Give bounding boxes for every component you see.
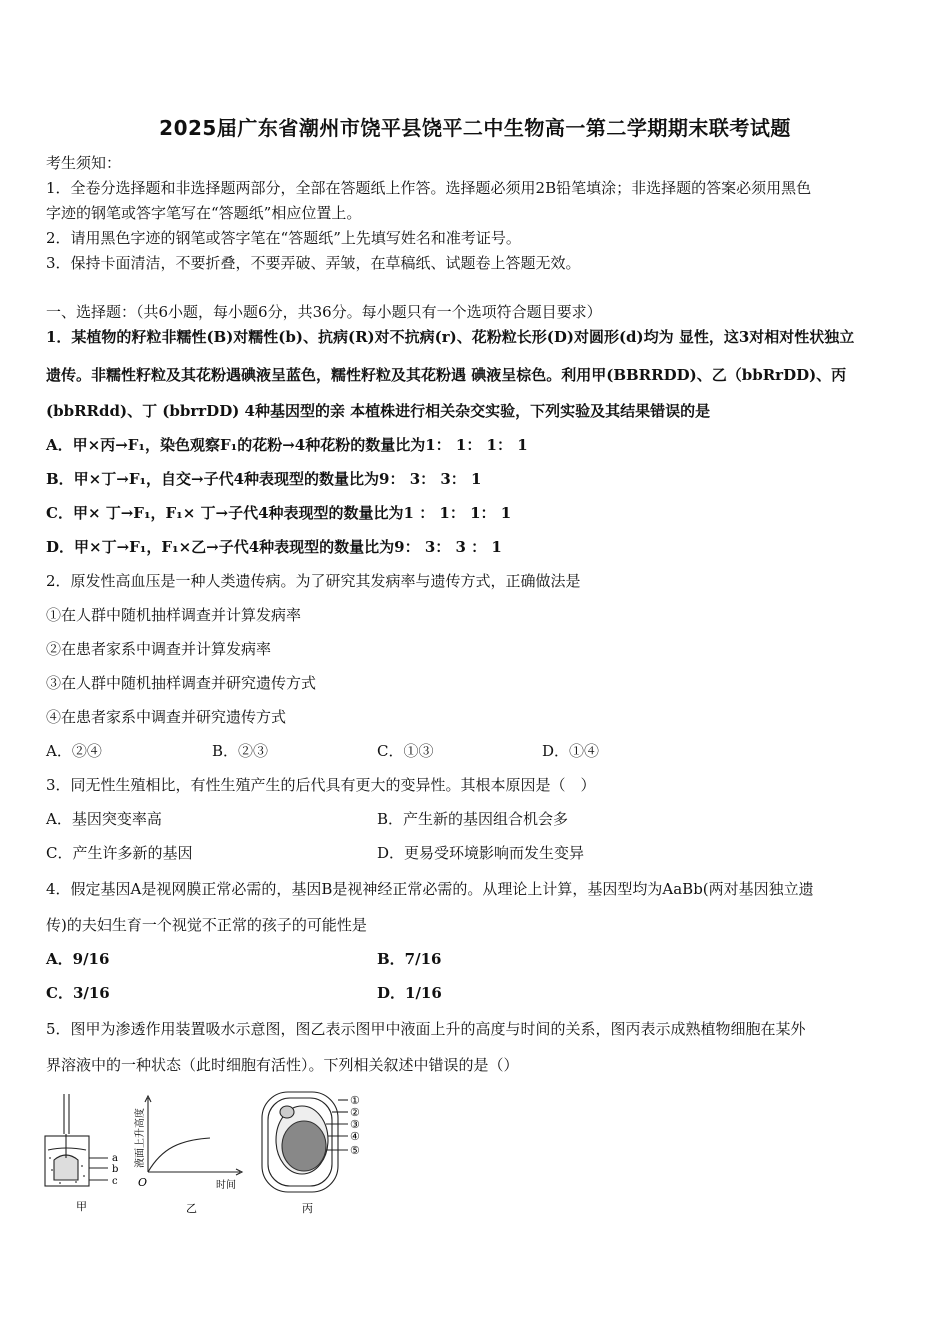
q4-option-a: A．9/16 (46, 950, 110, 968)
q1-option-c: C．甲× 丁→F₁，F₁× 丁→子代4种表现型的数量比为1 ： 1： 1： 1 (46, 504, 512, 522)
q1-stem-line: 1．某植物的籽粒非糯性(B)对糯性(b)、抗病(R)对不抗病(r)、花粉粒长形(D)对圆形(d)均为 显性，这3对相对性状独立 (46, 328, 855, 346)
q3-option-b: B．产生新的基因组合机会多 (377, 810, 569, 828)
yi-curve (148, 1138, 210, 1172)
q1-option-d: D．甲×丁→F₁，F₁×乙→子代4种表现型的数量比为9： 3： 3 ： 1 (46, 538, 502, 556)
q3-option-a: A．基因突变率高 (46, 810, 162, 828)
notice-item: 3．保持卡面清洁，不要折叠，不要弄破、弄皱，在草稿纸、试题卷上答题无效。 (46, 254, 581, 272)
bing-label-4: ④ (350, 1130, 360, 1143)
yi-xlabel: 时间 (216, 1180, 236, 1191)
page-title: 2025届广东省潮州市饶平县饶平二中生物高一第二学期期末联考试题 (159, 116, 791, 140)
jia-label-c: c (112, 1176, 118, 1187)
q5-figure (40, 1088, 400, 1218)
q2-item: ④在患者家系中调查并研究遗传方式 (46, 708, 287, 726)
figure-jia (45, 1094, 108, 1186)
yi-caption: 乙 (186, 1202, 197, 1215)
q4-option-b: B．7/16 (377, 950, 442, 968)
q4-option-d: D．1/16 (377, 984, 442, 1002)
figure-bing-cell (262, 1092, 348, 1192)
q2-option-a: A．②④ (46, 742, 102, 760)
q5-stem-line: 界溶液中的一种状态（此时细胞有活性）。下列相关叙述中错误的是（） (46, 1056, 519, 1074)
jia-caption: 甲 (76, 1200, 87, 1213)
bing-caption: 丙 (302, 1202, 313, 1215)
q1-stem-line: 遗传。非糯性籽粒及其花粉遇碘液呈蓝色，糯性籽粒及其花粉遇 碘液呈棕色。利用甲(BBRRDD)、乙（bbRrDD)、丙 (46, 366, 847, 384)
notice-item: 2．请用黑色字迹的钢笔或答字笔在“答题纸”上先填写姓名和准考证号。 (46, 229, 521, 247)
q1-stem-line: (bbRRdd)、丁 (bbrrDD) 4种基因型的亲 本植株进行相关杂交实验，下列实验及其结果错误的是 (46, 402, 711, 420)
bing-label-5: ⑤ (350, 1144, 360, 1157)
q3-option-d: D．更易受环境影响而发生变异 (377, 844, 585, 862)
q1-option-b: B．甲×丁→F₁，自交→子代4种表现型的数量比为9： 3： 3： 1 (46, 470, 482, 488)
q3-stem: 3．同无性生殖相比，有性生殖产生的后代具有更大的变异性。其根本原因是（ ） (46, 776, 596, 794)
bing-label-3: ③ (350, 1118, 360, 1131)
jia-label-b: b (112, 1164, 119, 1175)
q2-stem: 2．原发性高血压是一种人类遗传病。为了研究其发病率与遗传方式，正确做法是 (46, 572, 581, 590)
notice-item: 字迹的钢笔或答字笔写在“答题纸”相应位置上。 (46, 204, 362, 222)
q2-item: ①在人群中随机抽样调查并计算发病率 (46, 606, 302, 624)
q5-stem-line: 5．图甲为渗透作用装置吸水示意图，图乙表示图甲中液面上升的高度与时间的关系，图丙表示成熟植物细胞在某外 (46, 1020, 806, 1038)
section-heading: 一、选择题：（共6小题，每小题6分，共36分。每小题只有一个选项符合题目要求） (46, 303, 602, 321)
q4-stem-line: 传)的夫妇生育一个视觉不正常的孩子的可能性是 (46, 916, 367, 934)
q4-option-c: C．3/16 (46, 984, 110, 1002)
q2-option-d: D．①④ (542, 742, 600, 760)
figure-yi-axes (145, 1096, 242, 1175)
q2-item: ②在患者家系中调查并计算发病率 (46, 640, 272, 658)
yi-ylabel: 液面上升高度 (135, 1108, 146, 1168)
bing-label-1: ① (350, 1094, 360, 1107)
q2-option-c: C．①③ (377, 742, 434, 760)
q4-stem-line: 4．假定基因A是视网膜正常必需的，基因B是视神经正常必需的。从理论上计算，基因型均为AaBb(两对基因独立遗 (46, 880, 814, 898)
q2-option-b: B．②③ (212, 742, 269, 760)
q2-item: ③在人群中随机抽样调查并研究遗传方式 (46, 674, 317, 692)
notice-heading: 考生须知： (46, 154, 122, 172)
q3-option-c: C．产生许多新的基因 (46, 844, 193, 862)
q1-option-a: A．甲×丙→F₁，染色观察F₁的花粉→4种花粉的数量比为1： 1： 1： 1 (46, 436, 528, 454)
bing-label-2: ② (350, 1106, 360, 1119)
notice-item: 1．全卷分选择题和非选择题两部分，全部在答题纸上作答。选择题必须用2B铅笔填涂；非选择题的答案必须用黑色 (46, 179, 812, 197)
jia-label-a: a (112, 1153, 118, 1164)
yi-origin: O (138, 1176, 148, 1189)
